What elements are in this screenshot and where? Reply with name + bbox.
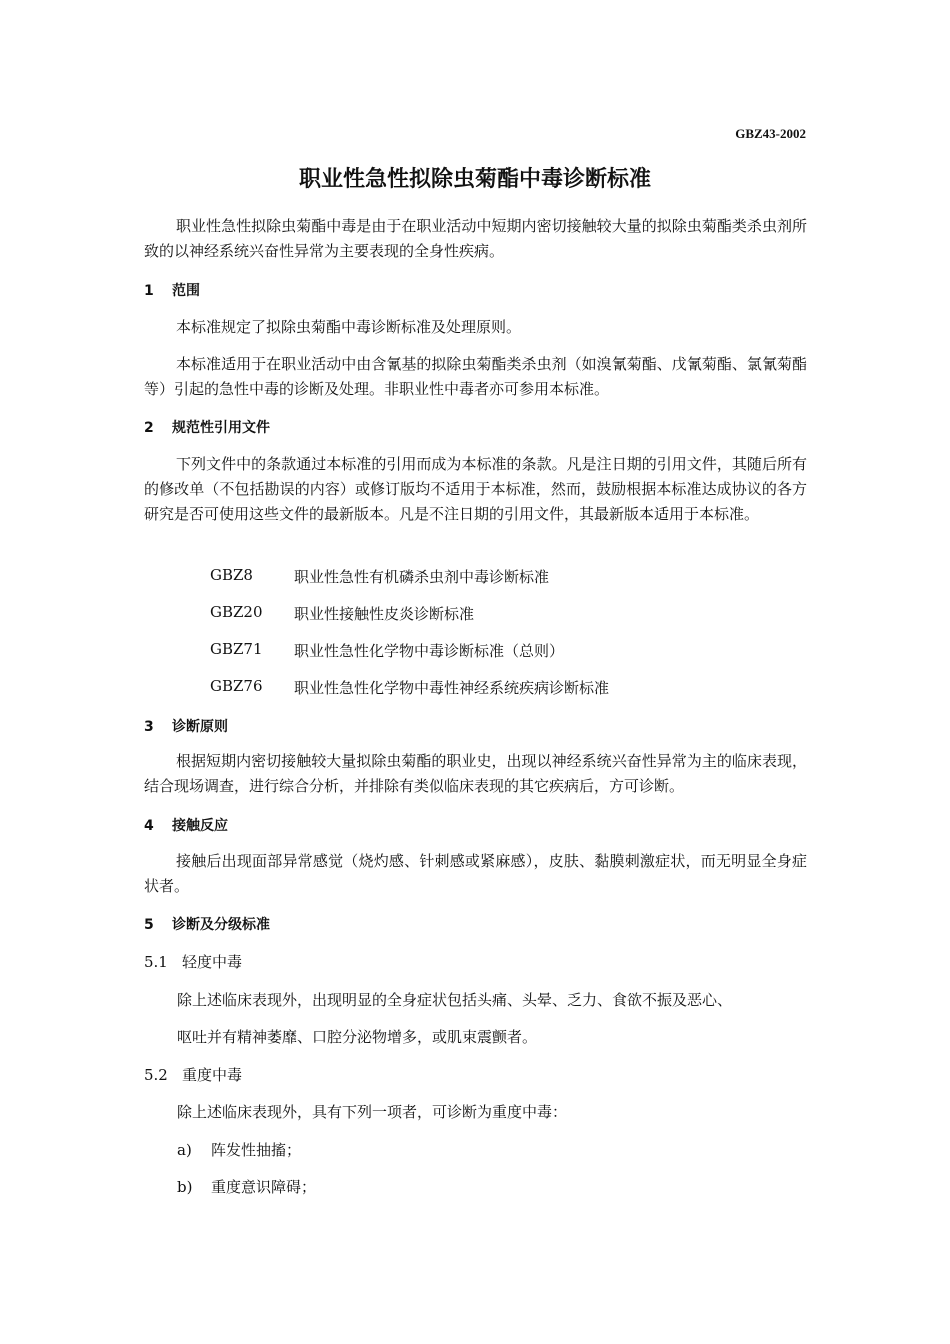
subsection-5-2-line-1: 除上述临床表现外，具有下列一项者，可诊断为重度中毒： — [177, 1103, 568, 1121]
section-1-paragraph-1: 本标准规定了拟除虫菊酯中毒诊断标准及处理原则。 — [176, 318, 522, 336]
section-1-heading — [144, 280, 200, 300]
section-number: 5 — [144, 917, 154, 933]
subsection-5-1-line-2: 呕吐并有精神萎靡、口腔分泌物增多，或肌束震颤者。 — [177, 1028, 538, 1046]
reference-title: 职业性急性化学物中毒性神经系统疾病诊断标准 — [294, 679, 610, 697]
reference-code: GBZ20 — [210, 603, 263, 621]
section-title: 诊断原则 — [172, 719, 228, 735]
reference-code: GBZ8 — [210, 566, 253, 584]
subsection-5-1-heading — [144, 951, 242, 972]
list-item — [177, 1139, 301, 1160]
section-title: 诊断及分级标准 — [172, 917, 270, 933]
subsection-5-2-heading — [144, 1064, 242, 1085]
section-title: 范围 — [172, 283, 200, 299]
list-item-marker: a) — [177, 1141, 192, 1159]
list-item-text: 重度意识障碍； — [211, 1178, 317, 1196]
section-3-paragraph: 根据短期内密切接触较大量拟除虫菊酯的职业史，出现以神经系统兴奋性异常为主的临床表现，结合现场调查，进行综合分析，并排除有类似临床表现的其它疾病后，方可诊断。 — [144, 752, 807, 795]
section-number: 2 — [144, 420, 154, 436]
list-item — [177, 1176, 316, 1197]
subsection-number: 5.2 — [144, 1066, 168, 1084]
section-5-heading — [144, 914, 270, 934]
subsection-title: 重度中毒 — [182, 1066, 243, 1084]
reference-title: 职业性急性有机磷杀虫剂中毒诊断标准 — [294, 568, 550, 586]
section-title: 接触反应 — [172, 818, 228, 834]
subsection-title: 轻度中毒 — [182, 953, 243, 971]
section-4-paragraph: 接触后出现面部异常感觉（烧灼感、针刺感或紧麻感），皮肤、黏膜刺激症状，而无明显全身症状者。 — [144, 852, 807, 895]
list-item-marker: b) — [177, 1178, 193, 1196]
section-2-paragraph: 下列文件中的条款通过本标准的引用而成为本标准的条款。凡是注日期的引用文件，其随后所有的修改单（不包括勘误的内容）或修订版均不适用于本标准，然而，鼓励根据本标准达成协议的各方研究是否可使用这些文件的最新版本。凡是不注日期的引用文件，其最新版本适用于本标准。 — [144, 455, 807, 523]
section-title: 规范性引用文件 — [172, 420, 270, 436]
section-4-heading — [144, 815, 228, 835]
document-title: 职业性急性拟除虫菊酯中毒诊断标准 — [298, 167, 651, 192]
subsection-5-1-line-1: 除上述临床表现外，出现明显的全身症状包括头痛、头晕、乏力、食欲不振及恶心、 — [177, 991, 733, 1009]
reference-title: 职业性接触性皮炎诊断标准 — [294, 605, 475, 623]
section-number: 4 — [144, 818, 154, 834]
section-2-heading — [144, 417, 270, 437]
section-number: 1 — [144, 283, 154, 299]
section-3-heading — [144, 716, 228, 736]
intro-paragraph: 职业性急性拟除虫菊酯中毒是由于在职业活动中短期内密切接触较大量的拟除虫菊酯类杀虫剂所致的以神经系统兴奋性异常为主要表现的全身性疾病。 — [144, 217, 807, 260]
subsection-number: 5.1 — [144, 953, 168, 971]
document-code: GBZ43-2002 — [735, 126, 806, 141]
section-1-paragraph-2: 本标准适用于在职业活动中由含氰基的拟除虫菊酯类杀虫剂（如溴氰菊酯、戊氰菊酯、氯氰菊酯等）引起的急性中毒的诊断及处理。非职业性中毒者亦可参用本标准。 — [144, 355, 807, 398]
list-item-text: 阵发性抽搐； — [211, 1141, 302, 1159]
reference-title: 职业性急性化学物中毒诊断标准（总则） — [294, 642, 565, 660]
reference-code: GBZ71 — [210, 640, 263, 658]
reference-code: GBZ76 — [210, 677, 263, 695]
section-number: 3 — [144, 719, 154, 735]
